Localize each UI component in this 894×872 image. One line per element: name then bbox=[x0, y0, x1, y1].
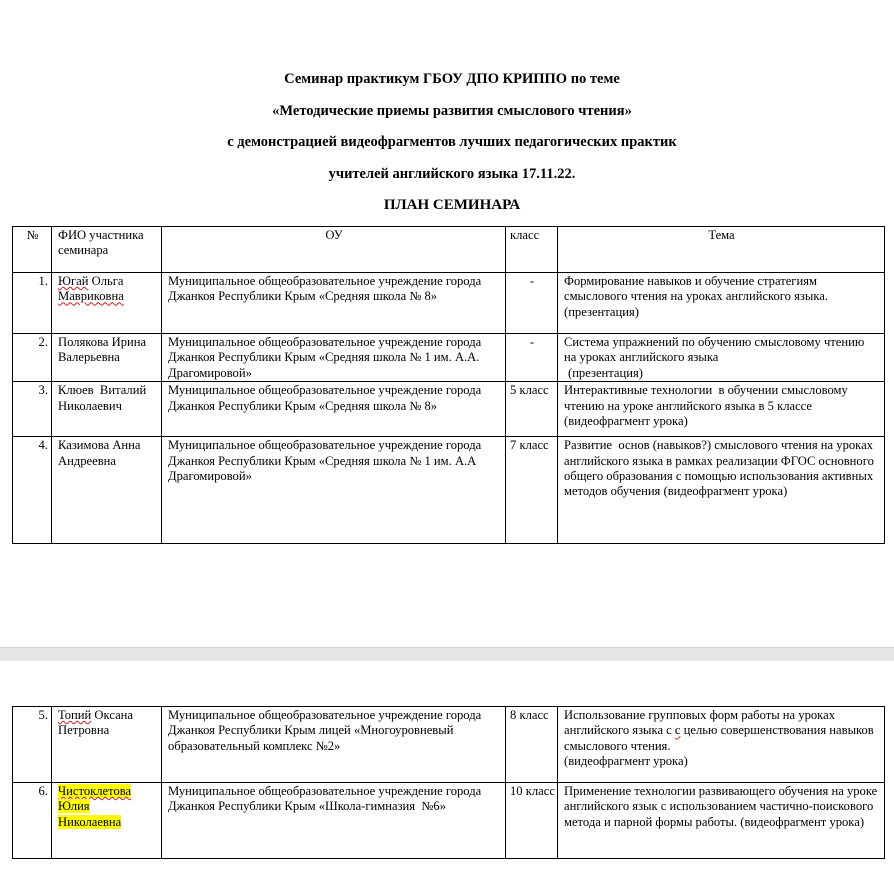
row-fio: Полякова Ирина Валерьевна bbox=[52, 334, 162, 382]
row-fio bbox=[52, 382, 162, 437]
page-break-gap bbox=[0, 647, 894, 662]
row-ou: Муниципальное общеобразовательное учреждение города Джанкоя Республики Крым «Средняя школа № 1 им. А.А Драгомировой» bbox=[162, 437, 506, 544]
row-class: - bbox=[506, 334, 558, 382]
row-num: 2. bbox=[13, 334, 52, 382]
row-topic: Интерактивные технологии в обучении смысловому чтению на уроке английского языка в 5 классе (видеофрагмент урока) bbox=[558, 382, 885, 437]
header-fio: ФИО участника семинара bbox=[52, 227, 162, 273]
seminar-plan-table-continued bbox=[12, 706, 885, 859]
fio-rest: Оксана Петровна bbox=[58, 708, 133, 738]
row-class: 5 класс bbox=[506, 382, 558, 437]
patronymic: Николаевна bbox=[58, 814, 122, 829]
row-num: 3. bbox=[13, 382, 52, 437]
topic-part: целью совершенствования навыков смыслового чтения. bbox=[564, 723, 874, 753]
seminar-plan-table bbox=[12, 226, 885, 544]
row-class: 10 класс bbox=[506, 783, 558, 859]
row-ou: Муниципальное общеобразовательное учреждение города Джанкоя Республики Крым «Средняя школа № 8» bbox=[162, 273, 506, 334]
row-ou: Муниципальное общеобразовательное учреждение города Джанкоя Республики Крым «Средняя школа № 8» bbox=[162, 382, 506, 437]
row-class: 7 класс bbox=[506, 437, 558, 544]
title-line-1: Семинар практикум ГБОУ ДПО КРИППО по теме bbox=[284, 71, 620, 87]
topic-note: (презентация) bbox=[568, 365, 643, 380]
patronymic: Мавриковна bbox=[58, 289, 124, 304]
row-num: 5. bbox=[13, 707, 52, 783]
given-name: Ольга bbox=[91, 274, 124, 288]
row-ou: Муниципальное общеобразовательное учреждение города Джанкоя Республики Крым «Школа-гимназия №6» bbox=[162, 783, 506, 859]
row-ou: Муниципальное общеобразовательное учреждение города Джанкоя Республики Крым «Средняя школа № 1 им. А.А. Драгомировой» bbox=[162, 334, 506, 382]
table-row bbox=[13, 382, 885, 437]
row-fio bbox=[52, 273, 162, 334]
document-page-2 bbox=[0, 661, 894, 872]
row-num: 6. bbox=[13, 783, 52, 859]
row-class: - bbox=[506, 273, 558, 334]
table-row bbox=[13, 437, 885, 544]
row-topic: Формирование навыков и обучение стратегиям смыслового чтения на уроках английского языка. (презентация) bbox=[558, 273, 885, 334]
row-ou: Муниципальное общеобразовательное учреждение города Джанкоя Республики Крым лицей «Многоуровневый образовательный комплекс №2» bbox=[162, 707, 506, 783]
row-fio bbox=[52, 783, 162, 859]
row-topic bbox=[558, 707, 885, 783]
given-name: Юлия bbox=[58, 799, 90, 814]
header-class: класс bbox=[506, 227, 558, 273]
surname: Топий bbox=[58, 708, 92, 722]
row-fio bbox=[52, 707, 162, 783]
row-topic: Развитие основ (навыков?) смыслового чтения на уроках английского языка в рамках реализации ФГОС основного общего образования с помощью использования активных методов обучения (видеофрагмент урока) bbox=[558, 437, 885, 544]
row-num: 4. bbox=[13, 437, 52, 544]
topic-part: Использование групповых форм работы на уроках английского языка с bbox=[564, 708, 835, 738]
table-row bbox=[13, 783, 885, 859]
row-topic: Применение технологии развивающего обучения на уроке английского язык с использованием частично-поискового метода и парной формы работы. (видеофрагмент урока) bbox=[558, 783, 885, 859]
fio-line: Клюев Виталий bbox=[58, 383, 147, 398]
header-topic: Тема bbox=[558, 227, 885, 273]
header-ou: ОУ bbox=[162, 227, 506, 273]
title-line-2: «Методические приемы развития смыслового чтения» bbox=[272, 103, 632, 119]
title-line-4: учителей английского языка 17.11.22. bbox=[328, 166, 576, 182]
table-header-row bbox=[13, 227, 885, 273]
topic-note: (видеофрагмент урока) bbox=[564, 754, 688, 769]
row-class: 8 класс bbox=[506, 707, 558, 783]
topic-text: Система упражнений по обучению смысловому чтению на уроках английского языка bbox=[564, 335, 865, 365]
row-topic bbox=[558, 334, 885, 382]
row-fio: Казимова Анна Андреевна bbox=[52, 437, 162, 544]
table-row bbox=[13, 334, 885, 382]
plan-heading: ПЛАН СЕМИНАРА bbox=[383, 197, 521, 213]
table-row bbox=[13, 273, 885, 334]
row-num: 1. bbox=[13, 273, 52, 334]
topic-typo: с bbox=[674, 723, 681, 738]
surname: Югай bbox=[58, 274, 89, 288]
topic-text bbox=[564, 708, 879, 754]
header-num: № bbox=[13, 227, 52, 273]
title-line-3: с демонстрацией видеофрагментов лучших педагогических практик bbox=[227, 134, 677, 150]
fio-line: Николаевич bbox=[58, 398, 122, 413]
table-row bbox=[13, 707, 885, 783]
surname: Чистоклетова bbox=[58, 784, 132, 798]
